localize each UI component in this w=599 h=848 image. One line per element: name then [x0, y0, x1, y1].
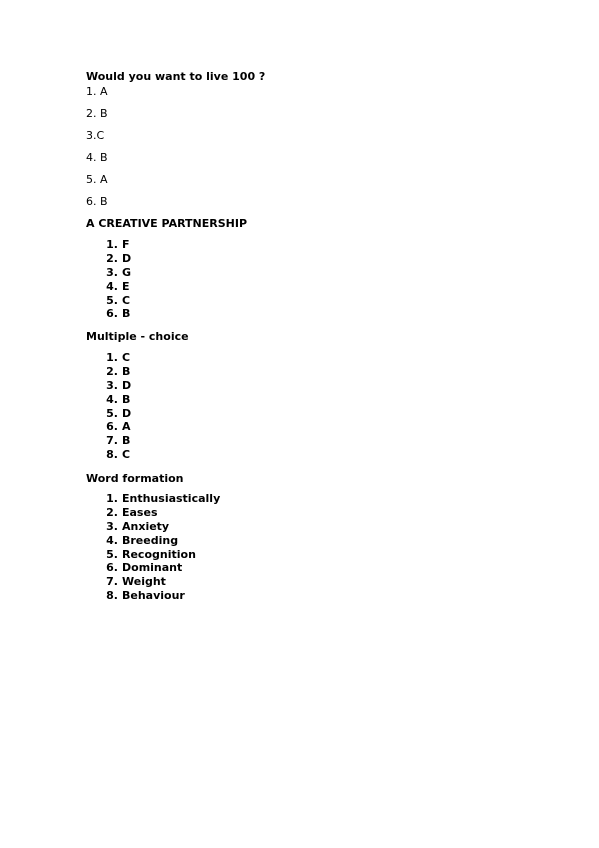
answer-item: 4. B [86, 151, 108, 164]
answer-item: 2. B [86, 107, 108, 120]
section-title-multiple-choice: Multiple - choice [86, 330, 189, 343]
answer-list-word-formation [86, 492, 386, 603]
list-item: 1. Enthusiastically [106, 492, 221, 505]
list-item: 7. Weight [106, 575, 166, 589]
list-item: 5. C [106, 293, 131, 307]
list-item: 4. Breeding [106, 533, 179, 547]
section-title-live-100: Would you want to live 100 ? [86, 70, 266, 83]
answer-item: 3.C [86, 129, 105, 142]
list-item: 4. E [106, 279, 130, 293]
section-title-word-formation: Word formation [86, 472, 184, 485]
answer-item: 1. A [86, 85, 108, 98]
answer-item: 6. B [86, 195, 108, 208]
answer-item: 5. A [86, 173, 108, 186]
list-item: 4. B [106, 392, 131, 406]
list-item: 2. Eases [106, 505, 158, 519]
list-item: 6. B [106, 307, 131, 321]
list-item: 2. D [106, 251, 132, 265]
list-item: 8. C [106, 448, 131, 462]
answer-list-creative-partnership [86, 238, 386, 321]
list-item: 2. B [106, 364, 131, 378]
answer-list-multiple-choice [86, 351, 386, 462]
list-item: 5. Recognition [106, 547, 196, 561]
list-item: 7. B [106, 434, 131, 448]
list-item: 6. A [106, 420, 131, 434]
list-item: 3. D [106, 378, 132, 392]
list-item: 1. C [106, 351, 131, 364]
list-item: 1. F [106, 238, 130, 251]
section-title-creative-partnership: A CREATIVE PARTNERSHIP [86, 217, 248, 230]
list-item: 5. D [106, 406, 132, 420]
list-item: 8. Behaviour [106, 589, 185, 603]
list-item: 3. G [106, 265, 132, 279]
list-item: 3. Anxiety [106, 519, 170, 533]
list-item: 6. Dominant [106, 561, 183, 575]
